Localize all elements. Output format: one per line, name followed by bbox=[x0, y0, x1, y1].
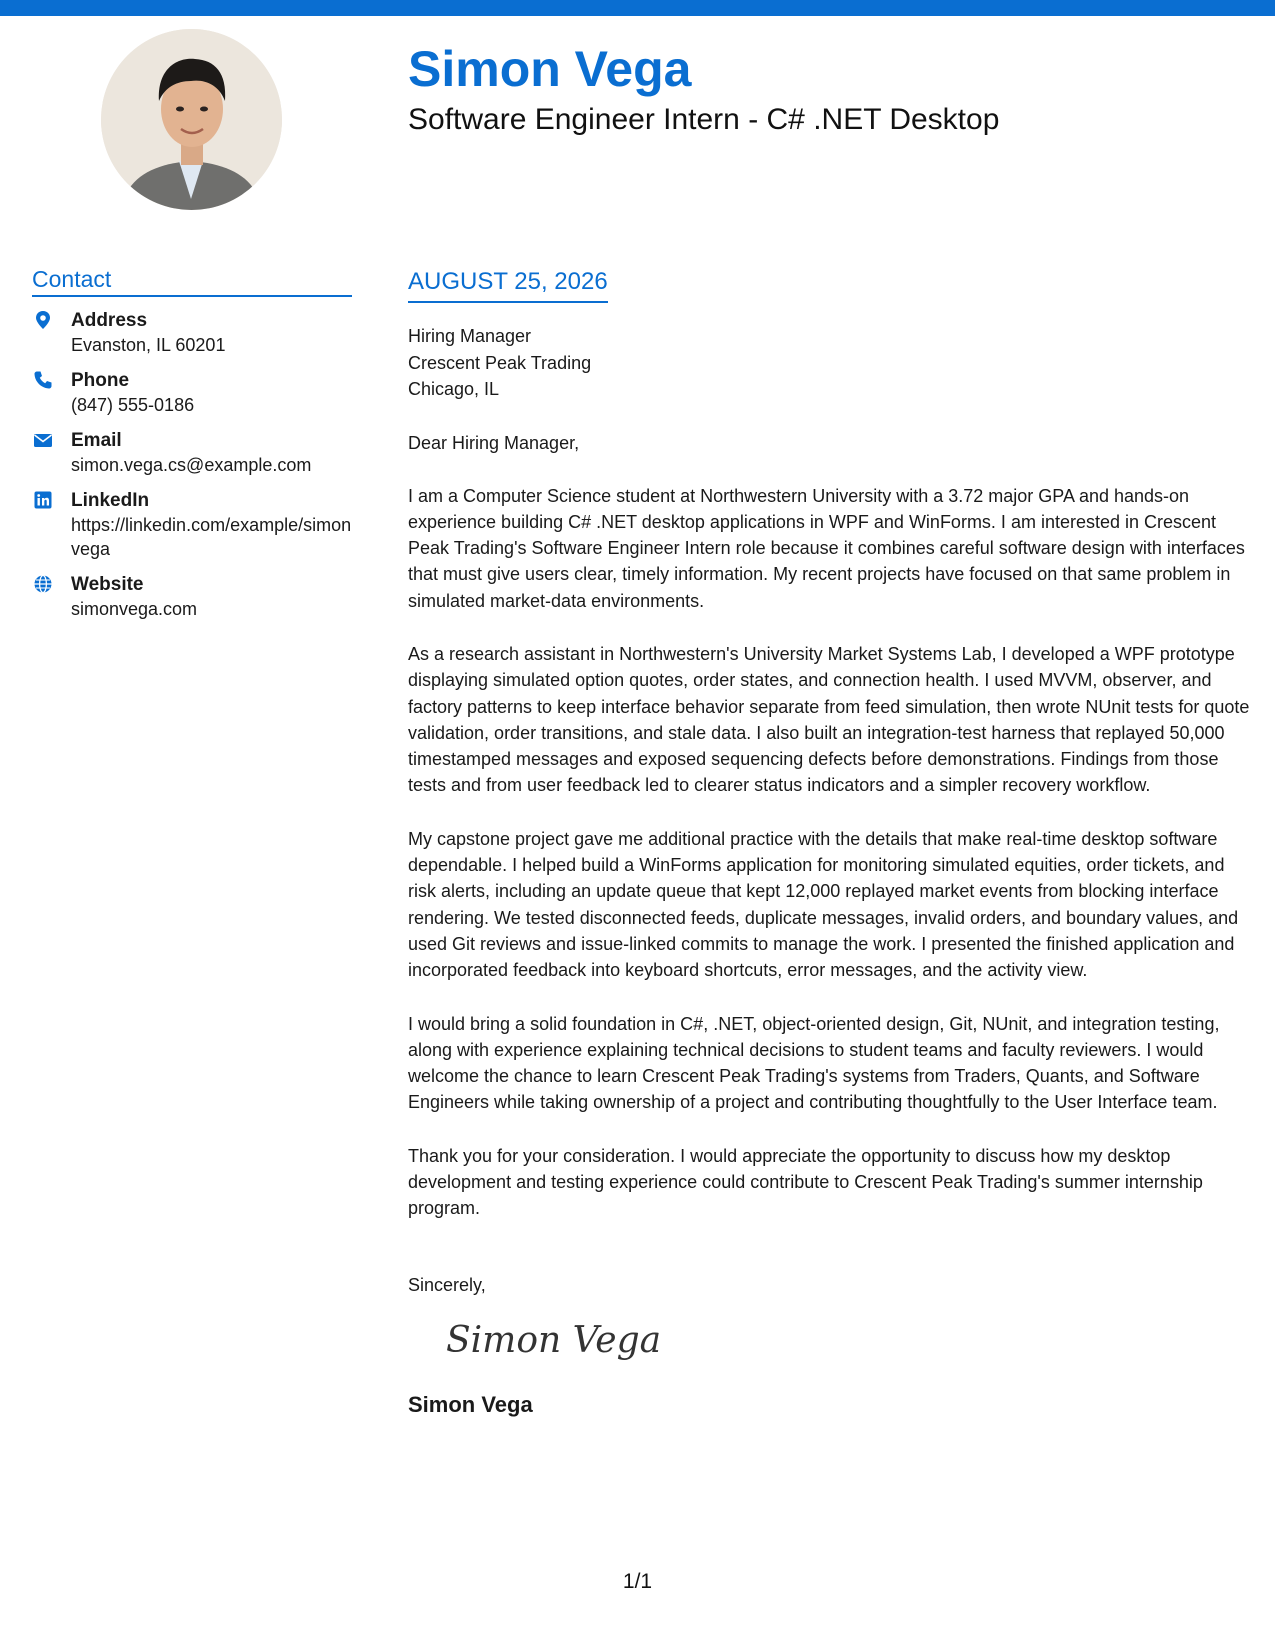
contact-website-value[interactable]: simonvega.com bbox=[71, 599, 198, 619]
applicant-name: Simon Vega bbox=[408, 41, 692, 97]
phone-icon bbox=[33, 370, 53, 390]
job-title: Software Engineer Intern - C# .NET Desktop bbox=[408, 103, 1000, 136]
contact-heading: Contact bbox=[32, 266, 352, 297]
body-paragraph: Thank you for your consideration. I would appreciate the opportunity to discuss how my desktop development and testing experience could contribute to Crescent Peak Trading's summer internship program. bbox=[408, 1145, 1203, 1219]
closing: Sincerely, bbox=[408, 1274, 486, 1295]
signer-name: Simon Vega bbox=[408, 1391, 533, 1417]
body-paragraph: I am a Computer Science student at Northwestern University with a 3.72 major GPA and hands-on experience building C# .NET desktop applications in WPF and WinForms. I am interested in Crescent Peak Trading's Software Engineer Intern role because it combines careful software design with interfaces that must give users clear, timely information. My recent projects have focused on that same problem in simulated market-data environments. bbox=[408, 485, 1245, 611]
contact-website-label: Website bbox=[71, 574, 144, 595]
handwritten-signature: Simon Vega bbox=[446, 1319, 662, 1361]
envelope-icon bbox=[33, 430, 53, 450]
contact-website bbox=[32, 573, 352, 621]
salutation: Dear Hiring Manager, bbox=[408, 432, 580, 453]
recipient-line: Chicago, IL bbox=[408, 379, 500, 399]
contact-phone-label: Phone bbox=[71, 370, 130, 391]
contact-email-label: Email bbox=[71, 430, 122, 451]
contact-linkedin-label: LinkedIn bbox=[71, 490, 150, 511]
cover-letter bbox=[408, 268, 1253, 1418]
contact-phone-value: (847) 555-0186 bbox=[71, 395, 195, 415]
contact-email bbox=[32, 429, 352, 477]
contact-linkedin bbox=[32, 489, 352, 561]
top-accent-bar bbox=[0, 0, 1275, 16]
contact-address-value: Evanston, IL 60201 bbox=[71, 335, 226, 355]
body-paragraph: As a research assistant in Northwestern's University Market Systems Lab, I developed a WPF prototype displaying simulated option quotes, order states, and connection health. I used MVVM, observer, and factory patterns to keep interface behavior separate from feed simulation, then wrote NUnit tests for quote validation, order transitions, and stale data. I also built an integration-test harness that replayed 50,000 timestamped messages and exposed sequencing defects before demonstrations. Findings from those tests and from user feedback led to clearer status indicators and a simpler recovery workflow. bbox=[408, 643, 1250, 796]
contact-linkedin-value[interactable]: https://linkedin.com/example/simonvega bbox=[71, 515, 352, 559]
letter-date: AUGUST 25, 2026 bbox=[408, 268, 608, 303]
map-pin-icon bbox=[33, 310, 53, 330]
contact-phone bbox=[32, 369, 352, 417]
globe-icon bbox=[33, 574, 53, 594]
body-paragraph: My capstone project gave me additional practice with the details that make real-time desktop software dependable. I helped build a WinForms application for monitoring simulated equities, order tickets, and risk alerts, including an update queue that kept 12,000 replayed market events from blocking interface rendering. We tested disconnected feeds, duplicate messages, invalid orders, and boundary values, and used Git reviews and issue-linked commits to manage the work. I presented the finished application and incorporated feedback into keyboard shortcuts, error messages, and the activity view. bbox=[408, 828, 1239, 981]
recipient-line: Hiring Manager bbox=[408, 326, 532, 346]
page-number: 1/1 bbox=[622, 1570, 653, 1593]
contact-address bbox=[32, 309, 352, 357]
recipient-block bbox=[408, 323, 1253, 403]
profile-photo bbox=[101, 29, 282, 210]
body-paragraph: I would bring a solid foundation in C#, .NET, object-oriented design, Git, NUnit, and integration testing, along with experience explaining technical decisions to student teams and faculty reviewers. I would welcome the chance to learn Crescent Peak Trading's systems from Traders, Quants, and Software Engineers while taking ownership of a project and contributing thoughtfully to the User Interface team. bbox=[408, 1013, 1220, 1113]
recipient-line: Crescent Peak Trading bbox=[408, 352, 592, 373]
linkedin-icon bbox=[33, 490, 53, 510]
contact-address-label: Address bbox=[71, 310, 148, 331]
contact-sidebar bbox=[32, 266, 352, 633]
contact-email-value[interactable]: simon.vega.cs@example.com bbox=[71, 455, 312, 475]
